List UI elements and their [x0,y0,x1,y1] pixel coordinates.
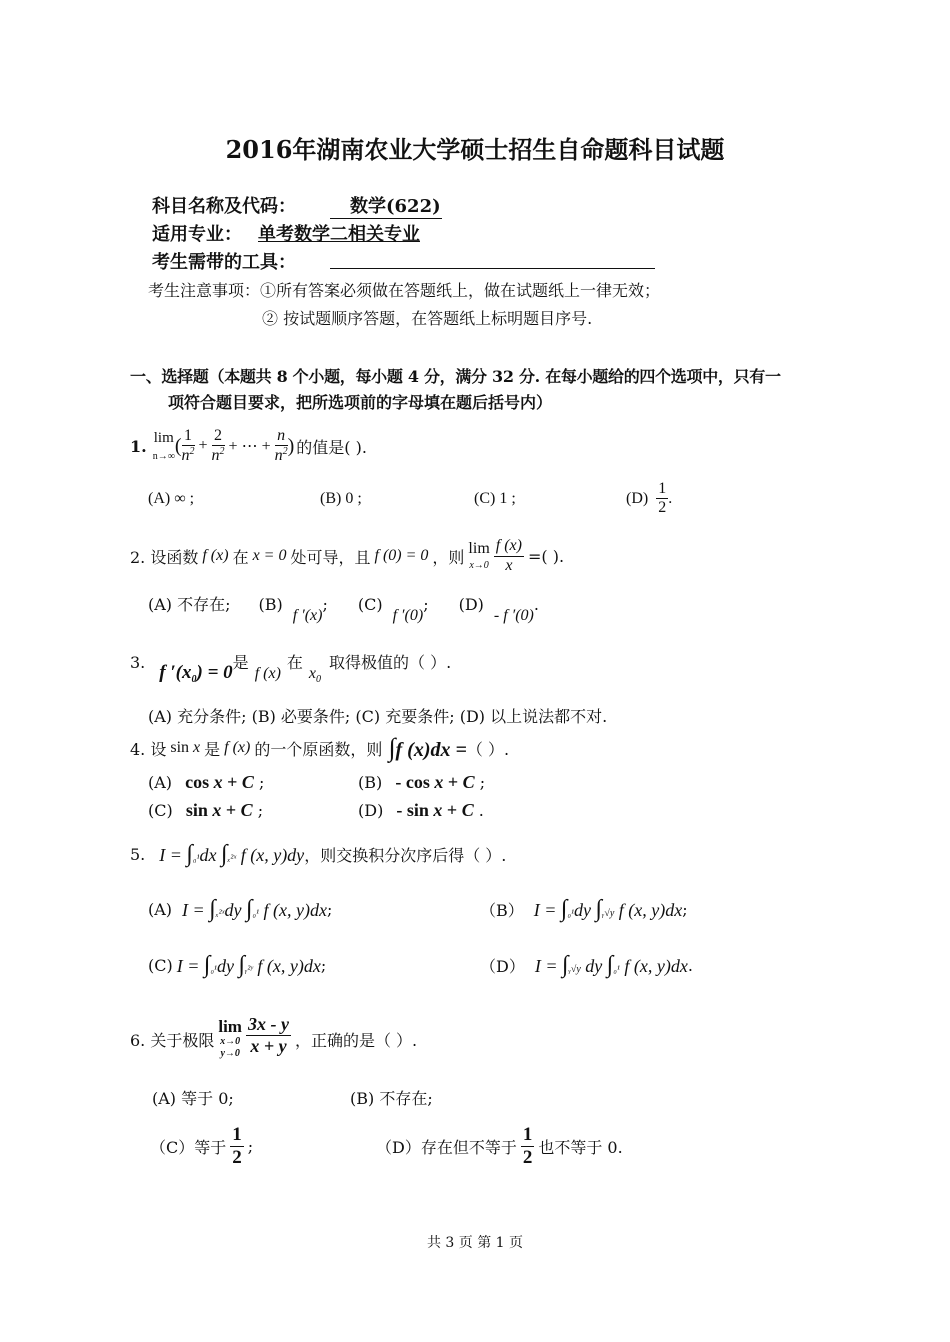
q2-options: (A) 不存在; (B) f ′(x) ; (C) f ′(0) ; (D) - f ′(0) . [148,592,539,615]
q5-option-c-label: (C) [148,956,173,975]
q6-option-c-label: （C）等于 [150,1137,227,1157]
page-footer: 共 3 页 第 1 页 [426,1235,524,1251]
q4-option-d: (D) - sin x + C . [358,800,484,820]
q5-option-a-label: (A) [148,900,173,919]
q3-text-2: 在 [286,653,303,672]
q5-option-d: （D） I = ∫ᵧ√y dy ∫₀¹ f (x, y)dx . [480,952,693,978]
q4-option-c-label: (C) [148,801,173,820]
q4-option-a-label: (A) [148,773,173,792]
page-title: 2016年湖南农业大学硕士招生自命题科目试题 [225,135,725,164]
q5-option-b-label: （B） [480,901,524,920]
q2-option-b: (B) [258,595,283,614]
q1-lim: lim n→∞ [152,429,175,462]
question-4: 4. 设 sin x 是 f (x) 的一个原函数，则 ∫f (x)dx = （ ）. [130,733,510,762]
q6-option-c: （C）等于 $\frac{1}{2}$ ; [150,1124,254,1168]
tools-blank-line [330,268,655,269]
q1-option-c: (C) 1 ; [474,490,516,507]
q5-option-b: （B） I = ∫₀¹dy ∫ᵧ√y f (x, y)dx ; [480,896,688,922]
question-3: 3. f $'(x_0) = 0$ 是 f (x) 在 $x_0$ 取得极值的（ ）. [130,650,451,675]
q2-text-c: 处可导，且 [290,547,371,567]
q4-option-a: (A) cos x + C ; [148,772,265,792]
section1-line1: 一、选择题（本题共 8 个小题，每小题 4 分，满分 32 分. 在每小题给的四个选项中，只有一 [130,367,781,386]
subject-label: 科目名称及代码： [152,196,296,217]
notice-line-2: ② 按试题顺序答题，在答题纸上标明题目序号. [262,309,593,328]
q2-frac: $\frac{f (x)}{x}$ [495,537,522,574]
subject-value [330,192,442,219]
q1-number: 1. [130,436,147,456]
q1-frac-1: $\frac{1}{n^2}$ [181,426,195,464]
q3-text-3: 取得极值的（ ）. [329,653,452,672]
q6-option-b: (B) 不存在; [350,1089,433,1108]
q3-options: (A) 充分条件; (B) 必要条件; (C) 充要条件; (D) 以上说法都不对. [148,707,608,726]
q1-option-a: (A) ∞ ; [148,490,195,507]
q6-lim: lim x→0 y→0 [218,1016,242,1060]
major-label: 适用专业： [152,224,242,245]
q1-option-b: (B) 0 ; [320,490,362,507]
major-value: 单考数学二相关专业 [258,224,420,245]
q2-option-a: (A) 不存在; [148,595,231,614]
question-6 [130,1008,417,1070]
q5-option-d-label: （D） [480,957,525,976]
q4-option-c: (C) sin x + C ; [148,800,264,820]
q2-option-c: (C) [357,595,383,614]
question-1: 1. lim n→∞ ( $\frac{1}{n^2}$ + $\frac{2}{n^2}$ + ⋯ + $\frac{n}{n^2}$ ) 的值是( ). [130,426,367,464]
q4-option-b: (B) - cos x + C ; [358,772,486,792]
q1-suffix: 的值是( ). [296,437,367,457]
q4-text-3: 的一个原函数，则 [254,739,383,759]
question-2: 2. 设函数 f (x) 在 x = 0 处可导，且 f (0) = 0 ，则 lim x→0 $\frac{f (x)}{x}$ =( ). [130,537,565,574]
q4-option-d-label: (D) [358,801,384,820]
q6-text-1: 6. 关于极限 [130,1030,215,1050]
tools-label: 考生需带的工具： [152,252,296,273]
q4-text-4: （ ）. [466,739,510,759]
q6-option-d-tail: 也不等于 0. [538,1137,623,1157]
q3-text-1: 是 [232,653,249,672]
question-5: 5. I = ∫₀¹dx ∫ₓ²ˣ f (x, y)dy ，则交换积分次序后得（ ）. [130,840,507,867]
q1-frac-2: $\frac{2}{n^2}$ [211,426,225,464]
q5-option-a: (A) I = ∫ₓ²ˣdy ∫₀¹ f (x, y)dx ; [148,896,333,922]
q6-option-d [376,1124,623,1169]
q1-option-d: (D) $\frac{1}{2}$ . [626,480,673,517]
q4-option-b-label: (B) [358,773,383,792]
q5-number: 5. [130,844,146,864]
q1-option-d-label: (D) [626,489,649,507]
q6-option-a: (A) 等于 0; [152,1089,234,1108]
q2-text-b: 在 [232,547,249,567]
q4-text-1: 4. 设 [130,739,167,759]
q2-text-d: ，则 [432,547,465,567]
q2-lim: lim x→0 [468,540,490,571]
notice-line-1: 考生注意事项：①所有答案必须做在答题纸上，做在试题纸上一律无效； [148,281,661,300]
q2-text-e: =( ). [527,546,565,566]
subject-value-text: 数学(622) [350,196,441,217]
section1-line2: 项符合题目要求，把所选项前的字母填在题后括号内） [168,393,553,412]
q6-frac: $\frac{3x - y}{x + y}$ [247,1013,289,1056]
q1-frac-n: $\frac{n}{n^2}$ [274,426,288,464]
q2-option-d: (D) [458,595,484,614]
q4-text-2: 是 [204,739,221,759]
q1-option-d-half: $\frac{1}{2}$ [658,480,667,517]
q5-suffix: ，则交换积分次序后得（ ）. [304,845,507,865]
q6-option-c-half: $\frac{1}{2}$ [232,1124,242,1168]
q6-option-d-label: （D）存在但不等于 [376,1137,517,1157]
q3-number: 3. [130,653,146,672]
q5-option-c: (C) I = ∫₀¹dy ∫ᵧ²ʸ f (x, y)dx ; [148,952,327,978]
q2-text-a: 2. 设函数 [130,547,199,567]
q6-option-d-half: $\frac{1}{2}$ [522,1124,533,1168]
q6-text-2: ，正确的是（ ）. [294,1030,418,1050]
